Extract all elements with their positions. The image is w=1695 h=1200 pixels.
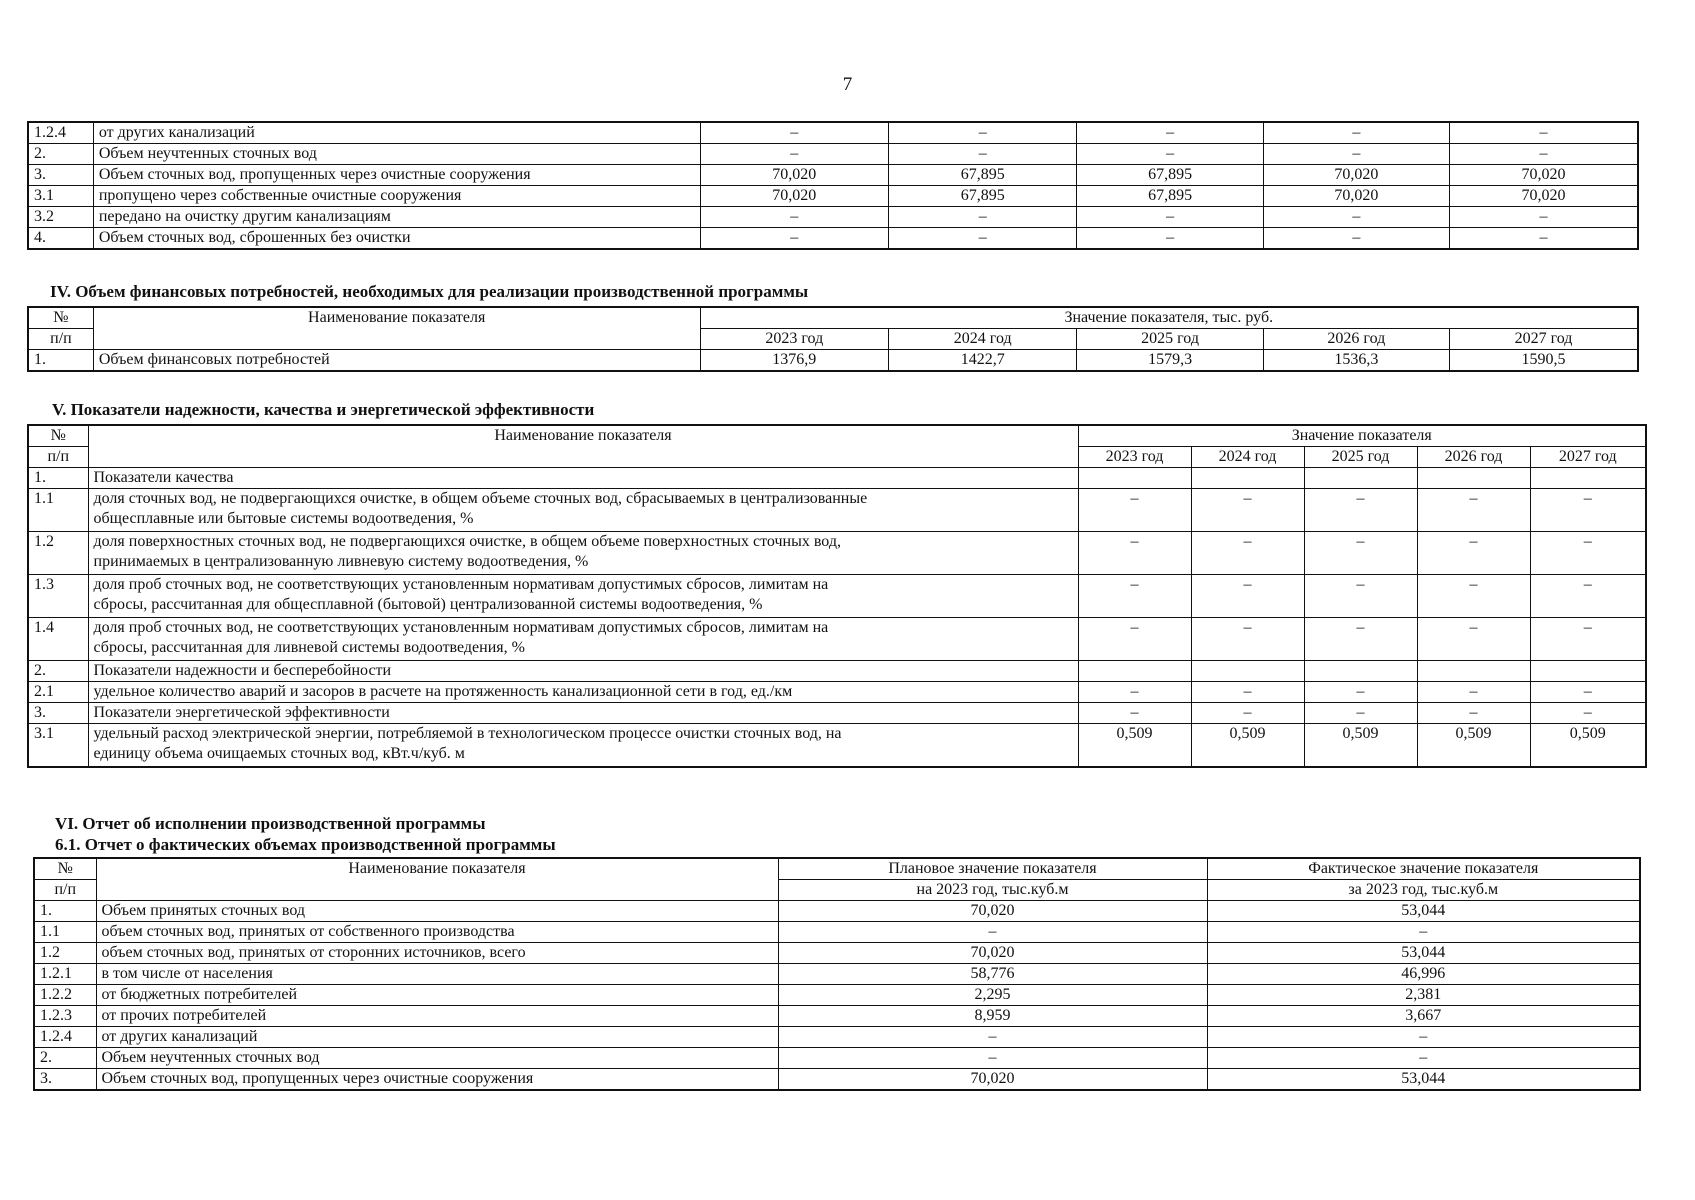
table-row: [34, 1048, 1640, 1069]
row-value: 70,020: [700, 165, 888, 186]
header-num-2: п/п: [34, 880, 96, 901]
section-4-title: IV. Объем финансовых потребностей, необходимых для реализации производственной программы: [50, 282, 809, 301]
row-value: –: [1530, 703, 1646, 724]
row-value: –: [1304, 532, 1417, 575]
row-value: –: [1304, 682, 1417, 703]
row-plan-value: 58,776: [778, 964, 1207, 985]
header-fact-line-2: за 2023 год, тыс.куб.м: [1207, 880, 1640, 901]
table-row: [28, 228, 1638, 250]
row-value: 70,020: [1263, 186, 1449, 207]
row-name: Объем неучтенных сточных вод: [96, 1048, 778, 1069]
header-num-1: №: [28, 425, 88, 447]
row-plan-value: 70,020: [778, 943, 1207, 964]
row-value: –: [1077, 144, 1263, 165]
row-name-line-2: единицу объема очищаемых сточных вод, кВт.ч/куб. м: [93, 745, 465, 762]
row-value: –: [1304, 489, 1417, 532]
row-name: [88, 682, 1078, 703]
row-num: 3.1: [28, 724, 88, 768]
row-value: –: [1530, 532, 1646, 575]
header-num-1: №: [28, 307, 93, 329]
row-name: передано на очистку другим канализациям: [93, 207, 700, 228]
row-name: [88, 575, 1078, 618]
row-num: 1.2: [28, 532, 88, 575]
row-value: –: [1263, 144, 1449, 165]
year-header: 2026 год: [1263, 329, 1449, 350]
table-row: [34, 1069, 1640, 1091]
table-row: [34, 985, 1640, 1006]
table-row: [28, 703, 1646, 724]
row-value: –: [1417, 703, 1530, 724]
year-header: 2024 год: [1191, 447, 1304, 468]
row-fact-value: –: [1207, 922, 1640, 943]
row-name: [88, 618, 1078, 661]
row-value: 1590,5: [1449, 350, 1638, 372]
header-plan-line-1: Плановое значение показателя: [778, 858, 1207, 880]
row-fact-value: 3,667: [1207, 1006, 1640, 1027]
row-fact-value: 2,381: [1207, 985, 1640, 1006]
row-name-line-2: сбросы, рассчитанная для ливневой системы водоотведения, %: [93, 639, 525, 656]
row-name-line-1: удельное количество аварий и засоров в расчете на протяженность канализационной сети в год, ед./км: [93, 683, 793, 700]
row-value: –: [1449, 228, 1638, 250]
row-num: 2.: [34, 1048, 96, 1069]
row-value: –: [1530, 489, 1646, 532]
row-fact-value: 46,996: [1207, 964, 1640, 985]
header-num-2: п/п: [28, 447, 88, 468]
row-value: –: [1530, 575, 1646, 618]
row-num: 1.: [34, 901, 96, 922]
year-header: 2025 год: [1304, 447, 1417, 468]
header-name: Наименование показателя: [88, 425, 1078, 468]
row-num: 1.3: [28, 575, 88, 618]
row-plan-value: –: [778, 1027, 1207, 1048]
header-plan-line-2: на 2023 год, тыс.куб.м: [778, 880, 1207, 901]
table-row: [28, 489, 1646, 532]
row-value: –: [1263, 228, 1449, 250]
row-value: 67,895: [1077, 165, 1263, 186]
row-value: 70,020: [1449, 165, 1638, 186]
row-fact-value: 53,044: [1207, 943, 1640, 964]
row-value: –: [1077, 207, 1263, 228]
year-header: 2027 год: [1449, 329, 1638, 350]
row-value: 67,895: [889, 186, 1077, 207]
row-value: –: [1449, 207, 1638, 228]
table-row: [28, 122, 1638, 144]
year-header: 2024 год: [889, 329, 1077, 350]
row-num: 1.4: [28, 618, 88, 661]
row-name-line-2: принимаемых в централизованную ливневую систему водоотведения, %: [93, 553, 589, 570]
row-value: –: [1530, 682, 1646, 703]
row-plan-value: 70,020: [778, 1069, 1207, 1091]
row-value: –: [1449, 144, 1638, 165]
row-value: –: [700, 122, 888, 144]
header-num-1: №: [34, 858, 96, 880]
row-name-line-1: доля сточных вод, не подвергающихся очистке, в общем объеме сточных вод, сбрасываемых в централизованные: [93, 490, 868, 507]
row-name: от других канализаций: [93, 122, 700, 144]
row-num: 1.2.1: [34, 964, 96, 985]
row-value: 0,509: [1417, 724, 1530, 768]
row-value: 70,020: [1449, 186, 1638, 207]
row-value: –: [700, 228, 888, 250]
row-value: –: [1530, 618, 1646, 661]
row-value: –: [1449, 122, 1638, 144]
row-plan-value: 8,959: [778, 1006, 1207, 1027]
row-num: 1.2.4: [34, 1027, 96, 1048]
row-value: –: [889, 122, 1077, 144]
row-name-line-1: доля поверхностных сточных вод, не подвергающихся очистке, в общем объеме поверхностных сточных вод,: [93, 533, 841, 550]
table-row: [28, 350, 1638, 372]
row-name: [88, 489, 1078, 532]
row-value: –: [1191, 575, 1304, 618]
row-value: 70,020: [700, 186, 888, 207]
row-value: [1078, 468, 1191, 489]
page-number: 7: [842, 74, 853, 95]
table-row: [34, 901, 1640, 922]
row-name-line-1: Показатели энергетической эффективности: [93, 704, 390, 721]
row-value: –: [1304, 575, 1417, 618]
row-value: –: [1191, 703, 1304, 724]
year-header: 2023 год: [1078, 447, 1191, 468]
row-name: пропущено через собственные очистные сооружения: [93, 186, 700, 207]
row-num: 1.2: [34, 943, 96, 964]
group-row: [28, 661, 1646, 682]
row-value: 70,020: [1263, 165, 1449, 186]
header-name: Наименование показателя: [96, 858, 778, 901]
row-value: –: [1078, 682, 1191, 703]
row-value: –: [1077, 122, 1263, 144]
row-num: 1.2.4: [28, 122, 93, 144]
section-6-1-subtitle: 6.1. Отчет о фактических объемах производственной программы: [55, 835, 556, 854]
row-plan-value: –: [778, 1048, 1207, 1069]
row-value: –: [1304, 703, 1417, 724]
row-num: 3.: [34, 1069, 96, 1091]
row-value: –: [1191, 618, 1304, 661]
row-value: [1417, 468, 1530, 489]
row-num: 1.1: [28, 489, 88, 532]
section-6-title: VI. Отчет об исполнении производственной программы: [55, 814, 486, 833]
section-5-title: V. Показатели надежности, качества и энергетической эффективности: [52, 400, 595, 419]
table-continuation: [27, 121, 1639, 250]
row-value: 1579,3: [1077, 350, 1263, 372]
row-value: –: [1417, 532, 1530, 575]
row-num: 1.2.2: [34, 985, 96, 1006]
table-row: [28, 144, 1638, 165]
row-name: Объем принятых сточных вод: [96, 901, 778, 922]
row-value: –: [1417, 682, 1530, 703]
row-value: –: [1417, 489, 1530, 532]
table-row: [34, 1006, 1640, 1027]
row-value: [1530, 468, 1646, 489]
row-value: [1304, 661, 1417, 682]
row-num: 3.2: [28, 207, 93, 228]
row-value: 1536,3: [1263, 350, 1449, 372]
table-row: [34, 1027, 1640, 1048]
row-fact-value: 53,044: [1207, 901, 1640, 922]
header-num-2: п/п: [28, 329, 93, 350]
row-num: 2.1: [28, 682, 88, 703]
table-row: [34, 922, 1640, 943]
year-header: 2026 год: [1417, 447, 1530, 468]
row-name: [88, 661, 1078, 682]
row-num: 4.: [28, 228, 93, 250]
table-row: [28, 207, 1638, 228]
row-value: –: [1417, 575, 1530, 618]
row-value: 0,509: [1530, 724, 1646, 768]
table-row: [28, 186, 1638, 207]
row-value: –: [1263, 207, 1449, 228]
row-value: –: [1078, 532, 1191, 575]
row-value: 1422,7: [889, 350, 1077, 372]
year-header: 2025 год: [1077, 329, 1263, 350]
row-name: Объем сточных вод, пропущенных через очистные сооружения: [93, 165, 700, 186]
table-row: [34, 943, 1640, 964]
row-name: в том числе от населения: [96, 964, 778, 985]
row-value: 67,895: [889, 165, 1077, 186]
row-value: –: [1077, 228, 1263, 250]
row-name-line-1: доля проб сточных вод, не соответствующих установленным нормативам допустимых сбросов, лимитам на: [93, 619, 829, 636]
year-header: 2023 год: [700, 329, 888, 350]
table-row: [28, 618, 1646, 661]
row-value: [1078, 661, 1191, 682]
row-num: 3.: [28, 703, 88, 724]
row-value: –: [700, 207, 888, 228]
row-num: 1.: [28, 468, 88, 489]
table-row: [28, 724, 1646, 768]
row-plan-value: 2,295: [778, 985, 1207, 1006]
table-row: [28, 532, 1646, 575]
row-value: –: [1078, 575, 1191, 618]
row-name: объем сточных вод, принятых от собственного производства: [96, 922, 778, 943]
row-fact-value: –: [1207, 1027, 1640, 1048]
row-value: –: [1191, 532, 1304, 575]
row-name: объем сточных вод, принятых от сторонних источников, всего: [96, 943, 778, 964]
row-value: [1417, 661, 1530, 682]
row-num: 3.1: [28, 186, 93, 207]
row-fact-value: –: [1207, 1048, 1640, 1069]
row-value: –: [889, 228, 1077, 250]
row-name-line-1: Показатели надежности и бесперебойности: [93, 662, 392, 679]
row-value: –: [889, 207, 1077, 228]
row-name-line-2: общесплавные или бытовые системы водоотведения, %: [93, 510, 474, 527]
row-value: [1191, 661, 1304, 682]
row-value: 0,509: [1191, 724, 1304, 768]
row-value: [1304, 468, 1417, 489]
row-name: Объем неучтенных сточных вод: [93, 144, 700, 165]
table-row: [28, 682, 1646, 703]
row-value: –: [1304, 618, 1417, 661]
row-name: от прочих потребителей: [96, 1006, 778, 1027]
row-value: 0,509: [1078, 724, 1191, 768]
row-name: Объем сточных вод, пропущенных через очистные сооружения: [96, 1069, 778, 1091]
row-name-line-2: сбросы, рассчитанная для общесплавной (бытовой) централизованной системы водоотведения, %: [93, 596, 763, 613]
row-value: –: [1191, 682, 1304, 703]
row-value: 0,509: [1304, 724, 1417, 768]
row-num: 2.: [28, 144, 93, 165]
row-value: [1530, 661, 1646, 682]
row-num: 1.1: [34, 922, 96, 943]
header-fact-line-1: Фактическое значение показателя: [1207, 858, 1640, 880]
row-value: –: [1417, 618, 1530, 661]
row-name: [88, 468, 1078, 489]
header-value: Значение показателя: [1078, 425, 1646, 447]
row-value: –: [700, 144, 888, 165]
row-num: 1.2.3: [34, 1006, 96, 1027]
table-reliability-indicators: [27, 424, 1647, 768]
year-header: 2027 год: [1530, 447, 1646, 468]
row-name: [88, 532, 1078, 575]
row-value: –: [1078, 618, 1191, 661]
row-name: Объем сточных вод, сброшенных без очистки: [93, 228, 700, 250]
row-name: [88, 724, 1078, 768]
row-name-line-1: удельный расход электрической энергии, потребляемой в технологическом процессе очистки сточных вод, на: [93, 725, 842, 742]
row-value: –: [1078, 703, 1191, 724]
group-row: [28, 468, 1646, 489]
row-value: 1376,9: [700, 350, 888, 372]
row-name: Объем финансовых потребностей: [93, 350, 700, 372]
table-row: [28, 575, 1646, 618]
row-num: 1.: [28, 350, 93, 372]
row-num: 2.: [28, 661, 88, 682]
row-plan-value: 70,020: [778, 901, 1207, 922]
row-value: –: [1191, 489, 1304, 532]
row-num: 3.: [28, 165, 93, 186]
row-fact-value: 53,044: [1207, 1069, 1640, 1091]
table-row: [28, 165, 1638, 186]
header-value: Значение показателя, тыс. руб.: [700, 307, 1638, 329]
row-name: от других канализаций: [96, 1027, 778, 1048]
row-value: 67,895: [1077, 186, 1263, 207]
row-plan-value: –: [778, 922, 1207, 943]
row-value: –: [1263, 122, 1449, 144]
table-row: [34, 964, 1640, 985]
row-value: –: [889, 144, 1077, 165]
row-value: [1191, 468, 1304, 489]
row-name: от бюджетных потребителей: [96, 985, 778, 1006]
row-value: –: [1078, 489, 1191, 532]
header-name: Наименование показателя: [93, 307, 700, 350]
row-name-line-1: Показатели качества: [93, 469, 234, 486]
row-name-line-1: доля проб сточных вод, не соответствующих установленным нормативам допустимых сбросов, лимитам на: [93, 576, 829, 593]
table-financial-needs: [27, 306, 1639, 372]
table-actual-volumes: [33, 857, 1641, 1091]
row-name: [88, 703, 1078, 724]
